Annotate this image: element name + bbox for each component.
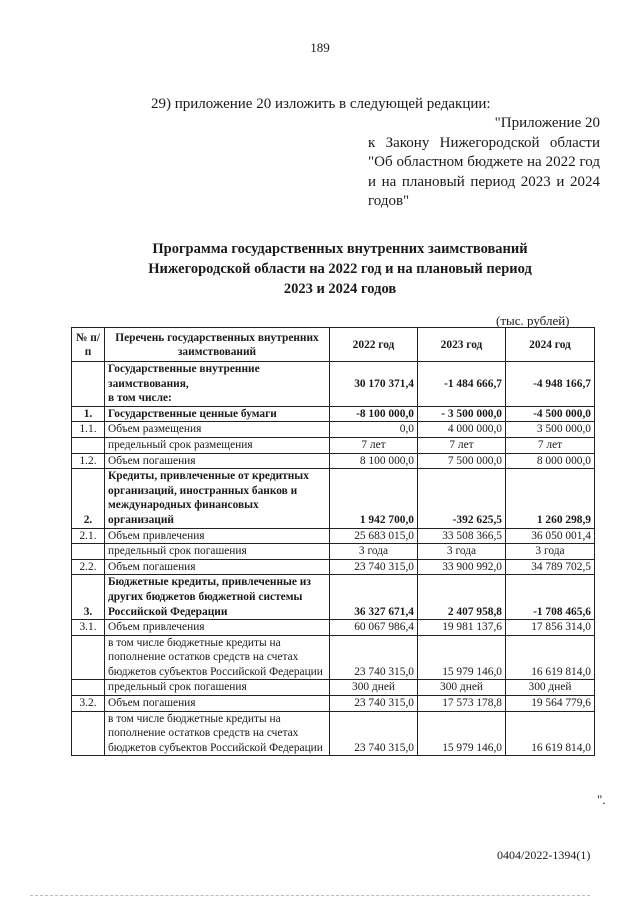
page-number: 189: [310, 40, 330, 55]
document-title: [80, 239, 600, 299]
row-name: предельный срок погашения: [105, 680, 330, 696]
bottom-divider: [30, 895, 590, 896]
row-2023: 2 407 958,8: [418, 575, 506, 620]
table-row: [72, 544, 595, 560]
unit-label: (тыс. рублей): [496, 313, 570, 328]
row-2024: 7 лет: [506, 437, 595, 453]
row-2024: 34 789 702,5: [506, 559, 595, 575]
table-row: [72, 391, 595, 406]
row-num: [72, 437, 105, 453]
footer-code: 0404/2022-1394(1): [497, 848, 591, 862]
intro-text: 29) приложение 20 изложить в следующей редакции:: [151, 96, 491, 112]
row-2023: 33 900 992,0: [418, 559, 506, 575]
row-2024: 17 856 314,0: [506, 620, 595, 636]
row-name: предельный срок погашения: [105, 544, 330, 560]
row-2024: -1 708 465,6: [506, 575, 595, 620]
table-row: [72, 437, 595, 453]
row-2023: [418, 391, 506, 406]
table-row: [72, 469, 595, 528]
row-2023: 17 573 178,8: [418, 696, 506, 712]
row-2024: 16 619 814,0: [506, 711, 595, 756]
appendix-line-2: к Закону Нижегородской области "Об областном бюджете на 2022 год и на плановый период 2023 и 2024 годов": [368, 134, 600, 209]
row-name: Объем размещения: [105, 422, 330, 438]
table-row: [72, 620, 595, 636]
row-2024: 300 дней: [506, 680, 595, 696]
row-2022: 23 740 315,0: [330, 559, 418, 575]
row-name: в том числе:: [105, 391, 330, 406]
row-2024: 3 года: [506, 544, 595, 560]
row-2023: 33 508 366,5: [418, 528, 506, 544]
row-name: в том числе бюджетные кредиты на пополнение остатков средств на счетах бюджетов субъектов Российской Федерации: [105, 711, 330, 756]
row-num: [72, 544, 105, 560]
table-row: [72, 528, 595, 544]
table-row: [72, 362, 595, 392]
row-name: Государственные ценные бумаги: [105, 406, 330, 422]
row-name: Государственные внутренние заимствования,: [105, 362, 330, 392]
row-2023: - 3 500 000,0: [418, 406, 506, 422]
row-name: Объем привлечения: [105, 620, 330, 636]
row-2022: [330, 391, 418, 406]
row-name: Объем привлечения: [105, 528, 330, 544]
row-2023: 7 лет: [418, 437, 506, 453]
row-2022: 1 942 700,0: [330, 469, 418, 528]
row-2024: 16 619 814,0: [506, 635, 595, 680]
table-row: [72, 453, 595, 469]
row-2022: 8 100 000,0: [330, 453, 418, 469]
row-2023: -1 484 666,7: [418, 362, 506, 392]
table-row: [72, 406, 595, 422]
closing-quote: ".: [597, 792, 606, 807]
row-2022: 23 740 315,0: [330, 711, 418, 756]
row-num: [72, 635, 105, 680]
title-line-2: Нижегородской области на 2022 год и на плановый период: [148, 261, 532, 277]
row-2024: 8 000 000,0: [506, 453, 595, 469]
row-2022: 7 лет: [330, 437, 418, 453]
row-2022: 300 дней: [330, 680, 418, 696]
row-2023: 15 979 146,0: [418, 711, 506, 756]
row-2024: 19 564 779,6: [506, 696, 595, 712]
row-num: 3.2.: [72, 696, 105, 712]
row-2023: 7 500 000,0: [418, 453, 506, 469]
row-2024: -4 948 166,7: [506, 362, 595, 392]
row-num: [72, 711, 105, 756]
row-2023: -392 625,5: [418, 469, 506, 528]
table-row: [72, 575, 595, 620]
table-row: [72, 635, 595, 680]
row-num: 1.2.: [72, 453, 105, 469]
row-name: Объем погашения: [105, 696, 330, 712]
row-2022: 23 740 315,0: [330, 696, 418, 712]
table-header-row: [72, 328, 595, 362]
borrowing-table: [71, 327, 595, 756]
title-line-1: Программа государственных внутренних заимствований: [152, 241, 528, 257]
row-num: 2.: [72, 469, 105, 528]
row-name: предельный срок размещения: [105, 437, 330, 453]
row-num: 1.: [72, 406, 105, 422]
row-2024: [506, 391, 595, 406]
row-num: [72, 362, 105, 392]
row-2024: 1 260 298,9: [506, 469, 595, 528]
row-2024: 3 500 000,0: [506, 422, 595, 438]
appendix-line-1: "Приложение 20: [494, 115, 600, 131]
table-row: [72, 422, 595, 438]
appendix-reference: [368, 114, 600, 212]
row-num: 2.2.: [72, 559, 105, 575]
row-2022: 30 170 371,4: [330, 362, 418, 392]
header-2024: 2024 год: [506, 328, 595, 362]
row-num: 3.: [72, 575, 105, 620]
row-num: 1.1.: [72, 422, 105, 438]
row-num: [72, 391, 105, 406]
row-2022: -8 100 000,0: [330, 406, 418, 422]
header-num: № п/п: [72, 328, 105, 362]
row-2024: -4 500 000,0: [506, 406, 595, 422]
header-2023: 2023 год: [418, 328, 506, 362]
row-2024: 36 050 001,4: [506, 528, 595, 544]
row-2023: 300 дней: [418, 680, 506, 696]
title-line-3: 2023 и 2024 годов: [283, 281, 397, 297]
row-num: [72, 680, 105, 696]
row-name: Объем погашения: [105, 453, 330, 469]
row-name: Объем погашения: [105, 559, 330, 575]
row-2022: 25 683 015,0: [330, 528, 418, 544]
row-2023: 15 979 146,0: [418, 635, 506, 680]
row-2023: 19 981 137,6: [418, 620, 506, 636]
table-row: [72, 559, 595, 575]
row-name: Кредиты, привлеченные от кредитных организаций, иностранных банков и международных финансовых организаций: [105, 469, 330, 528]
row-2023: 4 000 000,0: [418, 422, 506, 438]
table-row: [72, 680, 595, 696]
table-body: [72, 362, 595, 756]
row-2022: 36 327 671,4: [330, 575, 418, 620]
row-2022: 3 года: [330, 544, 418, 560]
row-2022: 23 740 315,0: [330, 635, 418, 680]
row-name: в том числе бюджетные кредиты на пополнение остатков средств на счетах бюджетов субъектов Российской Федерации: [105, 635, 330, 680]
table-row: [72, 696, 595, 712]
header-name: Перечень государственных внутренних заимствований: [105, 328, 330, 362]
row-2022: 0,0: [330, 422, 418, 438]
table-row: [72, 711, 595, 756]
row-2023: 3 года: [418, 544, 506, 560]
row-num: 3.1.: [72, 620, 105, 636]
header-2022: 2022 год: [330, 328, 418, 362]
row-name: Бюджетные кредиты, привлеченные из других бюджетов бюджетной системы Российской Федерации: [105, 575, 330, 620]
row-2022: 60 067 986,4: [330, 620, 418, 636]
row-num: 2.1.: [72, 528, 105, 544]
